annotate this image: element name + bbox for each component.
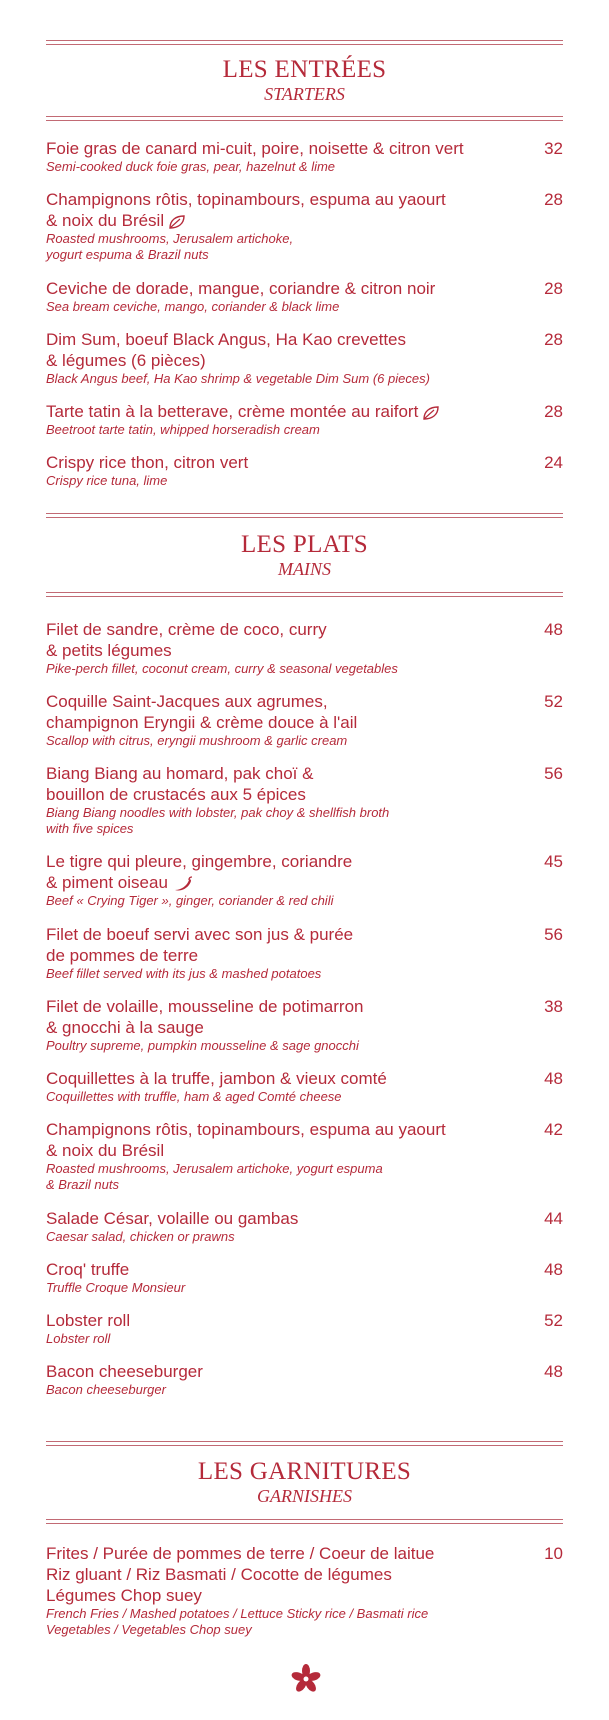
item-price: 48 — [544, 620, 563, 639]
item-price: 48 — [544, 1362, 563, 1381]
item-name: Tarte tatin à la betterave, crème montée au raifort — [46, 401, 506, 422]
section-title: LES PLATS — [240, 531, 369, 558]
menu-item — [46, 1208, 563, 1245]
item-price: 28 — [544, 330, 563, 349]
divider — [46, 1519, 563, 1524]
item-name: Dim Sum, boeuf Black Angus, Ha Kao crevettes & légumes (6 pièces) — [46, 330, 407, 370]
item-description: Roasted mushrooms, Jerusalem artichoke, yogurt espuma & Brazil nuts — [46, 231, 294, 262]
item-price: 52 — [544, 692, 563, 711]
item-description: Crispy rice tuna, lime — [46, 473, 168, 488]
divider — [46, 513, 563, 518]
menu-item — [46, 452, 563, 489]
item-description: Sea bream ceviche, mango, coriander & black lime — [46, 299, 340, 314]
menu-item — [46, 851, 563, 909]
divider — [46, 1441, 563, 1446]
menu-item — [46, 401, 563, 438]
item-description: Biang Biang noodles with lobster, pak choy & shellfish broth with five spices — [46, 805, 390, 836]
item-name: Bacon cheeseburger — [46, 1362, 203, 1381]
item-description: Bacon cheeseburger — [46, 1382, 166, 1397]
item-price: 10 — [544, 1544, 563, 1563]
item-name: Coquille Saint-Jacques aux agrumes, champignon Eryngii & crème douce à l'ail — [46, 692, 358, 732]
section-subtitle: GARNISHES — [257, 1486, 352, 1506]
item-description: Truffle Croque Monsieur — [46, 1280, 186, 1295]
item-price: 56 — [544, 764, 563, 783]
item-name: Biang Biang au homard, pak choï & bouillon de crustacés aux 5 épices — [46, 764, 314, 804]
item-name: Crispy rice thon, citron vert — [46, 453, 249, 472]
item-description: Caesar salad, chicken or prawns — [46, 1229, 235, 1244]
menu-item — [46, 1310, 563, 1347]
menu-item — [46, 1068, 563, 1105]
section-title: LES ENTRÉES — [222, 56, 387, 83]
section-subtitle: MAINS — [278, 559, 331, 579]
item-price: 45 — [544, 852, 563, 871]
item-name: Le tigre qui pleure, gingembre, coriandre & piment oiseau — [46, 852, 353, 892]
divider — [46, 40, 563, 45]
item-price: 52 — [544, 1311, 563, 1330]
item-price: 38 — [544, 997, 563, 1016]
menu-item — [46, 763, 563, 837]
item-description: Pike-perch fillet, coconut cream, curry & seasonal vegetables — [46, 661, 398, 676]
item-description: French Fries / Mashed potatoes / Lettuce Sticky rice / Basmati rice Vegetables / Vegetables Chop suey — [46, 1606, 429, 1637]
item-description: Black Angus beef, Ha Kao shrimp & vegetable Dim Sum (6 pieces) — [46, 371, 430, 386]
item-name: Filet de sandre, crème de coco, curry & petits légumes — [46, 620, 327, 660]
item-description: Coquillettes with truffle, ham & aged Comté cheese — [46, 1089, 342, 1104]
menu-item — [46, 1259, 563, 1296]
item-price: 48 — [544, 1069, 563, 1088]
chili-icon — [172, 876, 194, 892]
menu-item — [46, 619, 563, 677]
section-title: LES GARNITURES — [197, 1458, 412, 1485]
item-description: Beef « Crying Tiger », ginger, coriander & red chili — [46, 893, 334, 908]
item-price: 28 — [544, 402, 563, 421]
item-name: Filet de volaille, mousseline de potimarron & gnocchi à la sauge — [46, 997, 364, 1037]
item-name: Frites / Purée de pommes de terre / Coeur de laitue Riz gluant / Riz Basmati / Cocotte de légumes Légumes Chop suey — [46, 1544, 435, 1605]
leaf-icon — [168, 214, 186, 230]
menu-item — [46, 1119, 563, 1193]
divider — [46, 116, 563, 121]
item-price: 28 — [544, 279, 563, 298]
menu-item — [46, 691, 563, 749]
item-price: 44 — [544, 1209, 563, 1228]
item-description: Semi-cooked duck foie gras, pear, hazelnut & lime — [46, 159, 336, 174]
item-description: Lobster roll — [46, 1331, 111, 1346]
item-name: Croq' truffe — [46, 1260, 130, 1279]
item-description: Beetroot tarte tatin, whipped horseradish cream — [46, 422, 320, 437]
item-price: 24 — [544, 453, 563, 472]
menu-item — [46, 278, 563, 315]
item-description: Beef fillet served with its jus & mashed potatoes — [46, 966, 322, 981]
item-price: 42 — [544, 1120, 563, 1139]
item-description: Scallop with citrus, eryngii mushroom & garlic cream — [46, 733, 348, 748]
item-name: Champignons rôtis, topinambours, espuma au yaourt & noix du Brésil — [46, 1120, 446, 1160]
item-price: 32 — [544, 139, 563, 158]
leaf-icon — [422, 405, 440, 421]
flower-icon — [290, 1663, 322, 1695]
item-name: Ceviche de dorade, mangue, coriandre & citron noir — [46, 279, 436, 298]
menu-item — [46, 996, 563, 1054]
item-price: 48 — [544, 1260, 563, 1279]
item-name: Filet de boeuf servi avec son jus & purée de pommes de terre — [46, 925, 354, 965]
item-price: 56 — [544, 925, 563, 944]
menu-item — [46, 1361, 563, 1398]
divider — [46, 592, 563, 597]
item-price: 28 — [544, 190, 563, 209]
section-heading-garnishes — [0, 1458, 609, 1506]
section-heading-mains — [0, 531, 609, 579]
item-name: Salade César, volaille ou gambas — [46, 1209, 299, 1228]
menu-item — [46, 1543, 563, 1638]
menu-item — [46, 189, 563, 263]
item-name: Coquillettes à la truffe, jambon & vieux comté — [46, 1069, 387, 1088]
item-name: Foie gras de canard mi-cuit, poire, noisette & citron vert — [46, 139, 464, 158]
menu-item — [46, 924, 563, 982]
item-description: Poultry supreme, pumpkin mousseline & sage gnocchi — [46, 1038, 359, 1053]
item-description: Roasted mushrooms, Jerusalem artichoke, yogurt espuma & Brazil nuts — [46, 1161, 383, 1192]
item-name: Lobster roll — [46, 1311, 131, 1330]
section-subtitle: STARTERS — [264, 84, 345, 104]
item-name: Champignons rôtis, topinambours, espuma au yaourt & noix du Brésil — [46, 190, 446, 230]
menu-item — [46, 138, 563, 175]
menu-item — [46, 329, 563, 387]
section-heading-starters — [0, 56, 609, 104]
